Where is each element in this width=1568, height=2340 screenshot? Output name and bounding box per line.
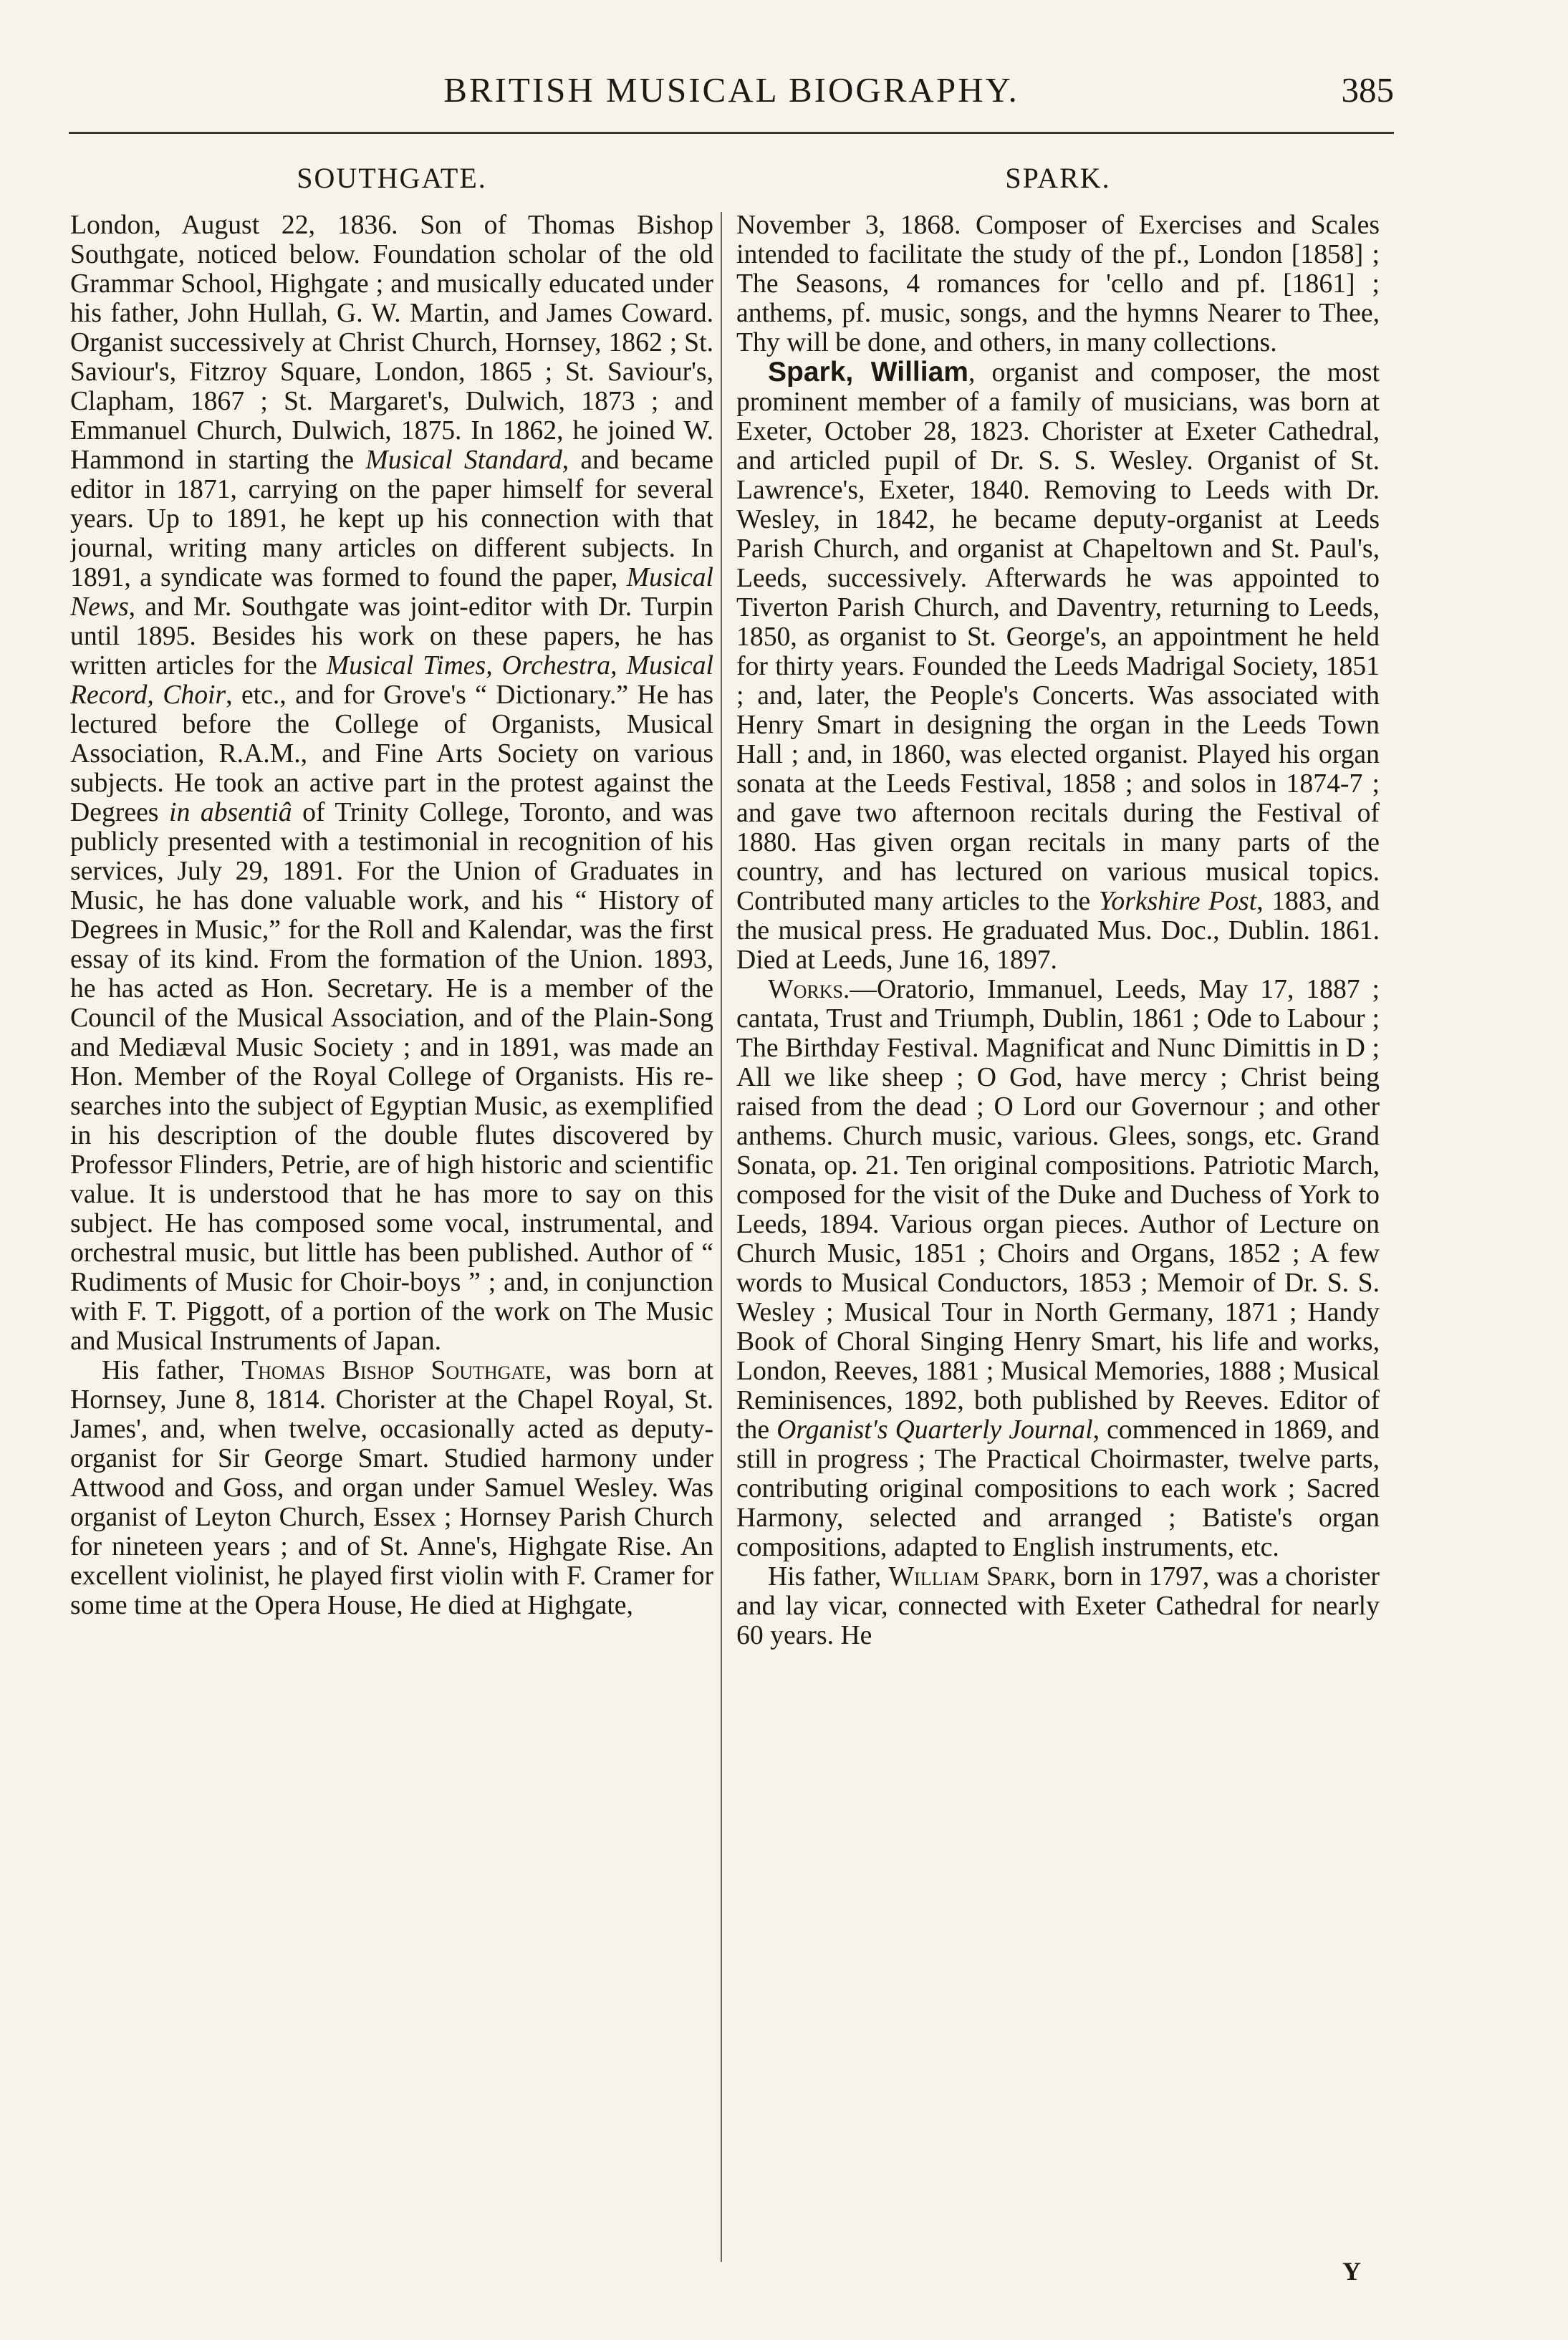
spark-works-paragraph: Works.—Oratorio, Immanuel, Leeds, May 17, 1887 ; cantata, Trust and Triumph, Dublin, 1861 ; Ode to Labour ; The Birthday Festival. Magnificat and Nunc Dimittis in D ; All we like sheep ; O God, have mercy ; Christ being raised from the dead ; O Lord our Governour ; and other anthems. Church music, various. Glees, songs, etc. Grand Sonata, op. 21. Ten original compositions. Patriotic March, composed for the visit of the Duke and Duchess of York to Leeds, 1894. Various organ pieces. Author of Lecture on Church Music, 1851 ; Choirs and Organs, 1852 ; A few words to Musical Conductors, 1853 ; Memoir of Dr. S. S. Wesley ; Musical Tour in North Germany, 1871 ; Handy Book of Choral Singing Henry Smart, his life and works, London, Reeves, 1881 ; Musical Memories, 1888 ; Musical Reminisences, 1892, both published by Reeves. Editor of the Organist's Quarterly Journal, commenced in 1869, and still in progress ; The Practical Choirmaster, twelve parts, contributing original compositions to each work ; Sacred Harmony, selected and arranged ; Batiste's organ compositions, adapted to English instruments, etc. <box>736 974 1380 1562</box>
left-column <box>70 211 713 2266</box>
spark-father-paragraph: His father, William Spark, born in 1797, was a chorister and lay vicar, connected with Exeter Cathedral for nearly 60 years. He <box>736 1561 1380 1650</box>
left-column-heading: SOUTHGATE. <box>297 162 487 194</box>
page-number: 385 <box>1341 70 1394 110</box>
signature-mark: Y <box>1342 2257 1361 2286</box>
column-divider <box>721 212 722 2262</box>
spark-continuation-paragraph: November 3, 1868. Composer of Exercises and Scales intended to facilitate the study of the pf., London [1858] ; The Seasons, 4 romances for 'cello and pf. [1861] ; anthems, pf. music, songs, and the hymns Nearer to Thee, Thy will be done, and others, in many collections. <box>736 211 1380 357</box>
right-column-heading: SPARK. <box>1005 162 1111 194</box>
southgate-father-paragraph: His father, Thomas Bishop Southgate, was born at Hornsey, June 8, 1814. Chorister at the Chapel Royal, St. James', and, when twelve, occasionally acted as deputy-organist for Sir George Smart. Studied harmony under Attwood and Goss, and organ under Samuel Wesley. Was organist of Leyton Church, Essex ; Hornsey Parish Church for nineteen years ; and of St. Anne's, Highgate Rise. An excellent violinist, he played first violin with F. Cramer for some time at the Opera House, He died at Highgate, <box>70 1355 713 1620</box>
entry-headword: Spark, William <box>768 357 968 387</box>
page-header <box>69 69 1394 133</box>
running-title: BRITISH MUSICAL BIOGRAPHY. <box>443 70 1019 110</box>
header-rule <box>69 132 1394 134</box>
right-column <box>736 211 1380 2266</box>
southgate-paragraph: London, August 22, 1836. Son of Thomas Bishop Southgate, noticed below. Foundation scholar of the old Grammar School, Highgate ; and musically educated under his father, John Hullah, G. W. Martin, and James Coward. Organist successively at Christ Church, Hornsey, 1862 ; St. Saviour's, Fitzroy Square, London, 1865 ; St. Saviour's, Clapham, 1867 ; St. Margaret's, Dulwich, 1873 ; and Emmanuel Church, Dulwich, 1875. In 1862, he joined W. Hammond in starting the Musical Standard, and became editor in 1871, carrying on the paper himself for several years. Up to 1891, he kept up his connection with that journal, writing many articles on different subjects. In 1891, a syndicate was formed to found the paper, Musical News, and Mr. Southgate was joint-editor with Dr. Turpin until 1895. Besides his work on these papers, he has written articles for the Musical Times, Orchestra, Musical Record, Choir, etc., and for Grove's “ Dictionary.” He has lectured before the College of Organists, Musical Association, R.A.M., and Fine Arts Society on various subjects. He took an active part in the protest against the Degrees in absentiâ of Trinity College, Toronto, and was publicly presented with a testimonial in recognition of his services, July 29, 1891. For the Union of Graduates in Music, he has done valuable work, and his “ History of Degrees in Music,” for the Roll and Kalendar, was the first essay of its kind. From the formation of the Union. 1893, he has acted as Hon. Secretary. He is a member of the Council of the Musical Association, and of the Plain-Song and Mediæval Music Society ; and in 1891, was made an Hon. Member of the Royal College of Organists. His researches into the subject of Egyptian Music, as exemplified in his description of the double flutes discovered by Professor Flinders, Petrie, are of high historic and scientific value. It is understood that he has more to say on this subject. He has composed some vocal, instrumental, and orchestral music, but little has been published. Author of “ Rudiments of Music for Choir-boys ” ; and, in conjunction with F. T. Piggott, of a portion of the work on The Music and Musical Instruments of Japan. <box>70 211 713 1356</box>
spark-william-entry: Spark, William, organist and composer, the most prominent member of a family of musicians, was born at Exeter, October 28, 1823. Chorister at Exeter Cathedral, and articled pupil of Dr. S. S. Wesley. Organist of St. Lawrence's, Exeter, 1840. Removing to Leeds with Dr. Wesley, in 1842, he became deputy-organist at Leeds Parish Church, and organist at Chapeltown and St. Paul's, Leeds, successively. Afterwards he was appointed to Tiverton Parish Church, and Daventry, returning to Leeds, 1850, as organist to St. George's, an appointment he held for thirty years. Founded the Leeds Madrigal Society, 1851 ; and, later, the People's Concerts. Was associated with Henry Smart in designing the organ in the Leeds Town Hall ; and, in 1860, was elected organist. Played his organ sonata at the Leeds Festival, 1858 ; and solos in 1874-7 ; and gave two afternoon recitals during the Festival of 1880. Has given organ recitals in many parts of the country, and has lectured on various musical topics. Contributed many articles to the Yorkshire Post, 1883, and the musical press. He graduated Mus. Doc., Dublin. 1861. Died at Leeds, June 16, 1897. <box>736 357 1380 975</box>
